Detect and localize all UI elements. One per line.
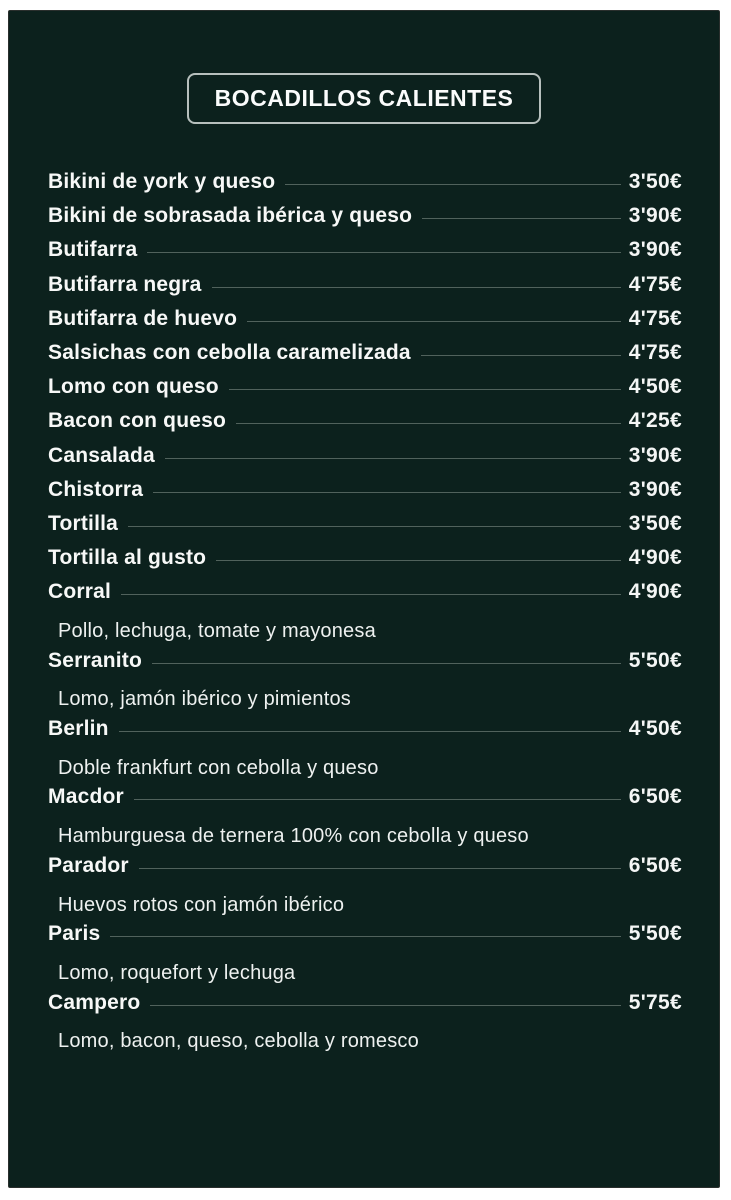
menu-item-row — [48, 785, 682, 819]
menu-item-name: Tortilla — [48, 511, 119, 535]
menu-item-row — [48, 273, 682, 307]
menu-item-row — [48, 478, 682, 512]
menu-item-name: Macdor — [48, 785, 124, 809]
leader-line — [216, 560, 621, 561]
leader-line — [152, 663, 621, 664]
menu-item-description: Hamburguesa de ternera 100% con cebolla y queso — [58, 825, 529, 848]
menu-item-description: Lomo, bacon, queso, cebolla y romesco — [58, 1030, 419, 1053]
leader-line — [121, 594, 621, 595]
menu-item-row — [48, 991, 682, 1025]
menu-item-name: Cansalada — [48, 443, 155, 467]
menu-item-name: Campero — [48, 990, 141, 1014]
leader-line — [229, 389, 621, 390]
menu-item-row — [48, 546, 682, 580]
menu-item-price: 3'90€ — [628, 443, 682, 467]
menu-item-price: 3'90€ — [628, 204, 682, 228]
leader-line — [421, 355, 621, 356]
menu-item-name: Chistorra — [48, 477, 144, 501]
leader-line — [247, 321, 621, 322]
menu-item-price: 3'50€ — [628, 170, 682, 193]
menu-item-row — [48, 170, 682, 204]
menu-item-description: Huevos rotos con jamón ibérico — [58, 893, 345, 916]
menu-item-price: 3'50€ — [628, 511, 682, 535]
menu-item-price: 5'50€ — [628, 648, 682, 672]
menu-item-price: 4'50€ — [628, 375, 682, 399]
menu-item-name: Tortilla al gusto — [48, 546, 207, 570]
menu-list — [9, 170, 719, 1059]
menu-item-row — [48, 580, 682, 614]
menu-item-price: 5'75€ — [628, 990, 682, 1014]
leader-line — [212, 287, 621, 288]
leader-line — [422, 218, 621, 219]
section-title: BOCADILLOS CALIENTES — [214, 85, 514, 111]
menu-item-price: 4'90€ — [628, 546, 682, 570]
menu-item-description: Lomo, jamón ibérico y pimientos — [58, 688, 351, 711]
menu-item-name: Lomo con queso — [48, 375, 219, 399]
menu-item-price: 4'25€ — [628, 409, 682, 433]
leader-line — [165, 458, 621, 459]
menu-item-name: Bikini de sobrasada ibérica y queso — [48, 204, 413, 228]
menu-card — [8, 10, 720, 1188]
menu-item-name: Salsichas con cebolla caramelizada — [48, 340, 411, 364]
menu-item-description: Lomo, roquefort y lechuga — [58, 961, 296, 984]
menu-item-row — [48, 512, 682, 546]
menu-item-price: 3'90€ — [628, 477, 682, 501]
menu-header — [9, 73, 719, 124]
menu-item-price: 4'50€ — [628, 717, 682, 740]
menu-item-row — [48, 341, 682, 375]
menu-item-name: Corral — [48, 580, 112, 604]
menu-item-price: 4'90€ — [628, 580, 682, 604]
menu-item-row — [48, 444, 682, 478]
menu-item-name: Parador — [48, 853, 129, 877]
menu-item-price: 6'50€ — [628, 853, 682, 877]
menu-item-row — [48, 409, 682, 443]
menu-item-description: Pollo, lechuga, tomate y mayonesa — [58, 620, 376, 643]
section-title-box — [187, 73, 542, 124]
menu-item-price: 6'50€ — [628, 785, 682, 809]
menu-item-price: 3'90€ — [628, 238, 682, 262]
leader-line — [150, 1005, 620, 1006]
menu-item-row — [48, 854, 682, 888]
menu-item-price: 4'75€ — [628, 306, 682, 330]
menu-item-name: Bacon con queso — [48, 409, 227, 433]
leader-line — [128, 526, 621, 527]
leader-line — [153, 492, 621, 493]
menu-item-price: 4'75€ — [628, 340, 682, 364]
leader-line — [139, 868, 621, 869]
leader-line — [285, 184, 620, 185]
menu-item-name: Bikini de york y queso — [48, 170, 276, 193]
menu-item-name: Paris — [48, 922, 101, 946]
menu-item-name: Butifarra — [48, 238, 138, 262]
menu-item-price: 4'75€ — [628, 272, 682, 296]
leader-line — [119, 731, 621, 732]
menu-item-price: 5'50€ — [628, 922, 682, 946]
leader-line — [236, 423, 621, 424]
menu-item-name: Butifarra negra — [48, 272, 202, 296]
menu-item-row — [48, 717, 682, 751]
menu-item-description: Doble frankfurt con cebolla y queso — [58, 756, 379, 779]
menu-item-name: Butifarra de huevo — [48, 306, 238, 330]
leader-line — [134, 799, 621, 800]
menu-item-row — [48, 375, 682, 409]
menu-item-row — [48, 204, 682, 238]
leader-line — [147, 252, 620, 253]
menu-item-row — [48, 307, 682, 341]
leader-line — [110, 936, 620, 937]
menu-item-name: Serranito — [48, 648, 142, 672]
menu-item-row — [48, 238, 682, 272]
menu-item-row — [48, 649, 682, 683]
menu-item-row — [48, 922, 682, 956]
menu-item-name: Berlin — [48, 717, 109, 740]
